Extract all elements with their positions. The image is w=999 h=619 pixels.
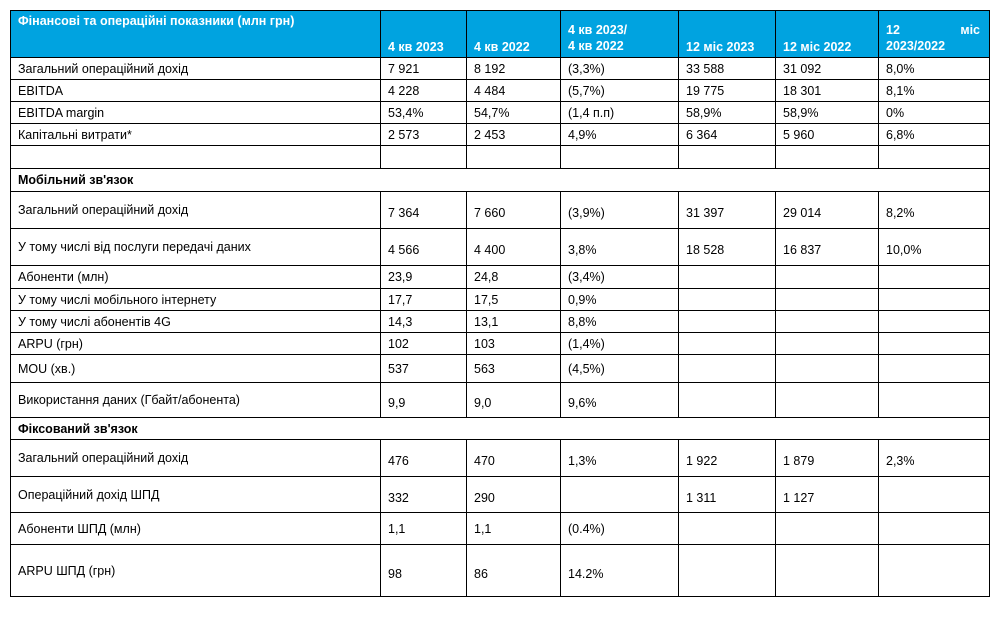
row-label: Загальний операційний дохід xyxy=(11,58,381,80)
cell-c4 xyxy=(679,383,776,418)
cell-c1: 537 xyxy=(381,355,467,383)
row-label: Загальний операційний дохід xyxy=(11,440,381,477)
cell-c2: 1,1 xyxy=(467,513,561,545)
section-row xyxy=(11,418,990,440)
cell-c4: 19 775 xyxy=(679,80,776,102)
cell-c4: 18 528 xyxy=(679,229,776,266)
header-quarter-change: 4 кв 2023/ 4 кв 2022 xyxy=(561,11,679,58)
cell-c4 xyxy=(679,545,776,597)
table-row xyxy=(11,477,990,513)
row-label: Абоненти (млн) xyxy=(11,266,381,289)
row-label: ARPU (грн) xyxy=(11,333,381,355)
financial-table xyxy=(10,10,990,597)
cell-c5: 29 014 xyxy=(776,192,879,229)
cell-c2: 9,0 xyxy=(467,383,561,418)
cell-c2: 103 xyxy=(467,333,561,355)
table-row xyxy=(11,333,990,355)
row-label: EBITDA margin xyxy=(11,102,381,124)
row-label: У тому числі абонентів 4G xyxy=(11,311,381,333)
cell-c4: 1 311 xyxy=(679,477,776,513)
cell-c3: (3,3%) xyxy=(561,58,679,80)
cell-c3: 4,9% xyxy=(561,124,679,146)
row-label: Операційний дохід ШПД xyxy=(11,477,381,513)
cell-c6: 0% xyxy=(879,102,990,124)
cell-c1: 102 xyxy=(381,333,467,355)
cell-c3: 0,9% xyxy=(561,289,679,311)
cell-c4: 31 397 xyxy=(679,192,776,229)
cell-c1: 4 228 xyxy=(381,80,467,102)
section-row xyxy=(11,169,990,192)
section-title: Мобільний зв'язок xyxy=(11,169,990,192)
cell-c2: 13,1 xyxy=(467,311,561,333)
cell-c3: 3,8% xyxy=(561,229,679,266)
table-row xyxy=(11,192,990,229)
cell-c1: 53,4% xyxy=(381,102,467,124)
cell-c5 xyxy=(776,333,879,355)
cell-c3: 1,3% xyxy=(561,440,679,477)
row-label: EBITDA xyxy=(11,80,381,102)
table-row xyxy=(11,102,990,124)
cell-c1: 476 xyxy=(381,440,467,477)
table-row xyxy=(11,124,990,146)
cell-c1: 1,1 xyxy=(381,513,467,545)
cell-c4 xyxy=(679,513,776,545)
cell-c4 xyxy=(679,333,776,355)
cell-c1: 4 566 xyxy=(381,229,467,266)
cell-c1: 14,3 xyxy=(381,311,467,333)
cell-c5 xyxy=(776,146,879,169)
cell-c2: 17,5 xyxy=(467,289,561,311)
table-row xyxy=(11,229,990,266)
table-row xyxy=(11,355,990,383)
cell-c3: (0.4%) xyxy=(561,513,679,545)
cell-c3: 9,6% xyxy=(561,383,679,418)
cell-c6: 10,0% xyxy=(879,229,990,266)
header-q4-2022: 4 кв 2022 xyxy=(467,11,561,58)
table-row xyxy=(11,440,990,477)
cell-c1: 98 xyxy=(381,545,467,597)
cell-c4: 58,9% xyxy=(679,102,776,124)
cell-c2 xyxy=(467,146,561,169)
row-label: Капітальні витрати* xyxy=(11,124,381,146)
cell-c3: (3,9%) xyxy=(561,192,679,229)
cell-c2: 470 xyxy=(467,440,561,477)
cell-c5: 1 879 xyxy=(776,440,879,477)
cell-c4 xyxy=(679,289,776,311)
cell-c6 xyxy=(879,355,990,383)
header-metric: Фінансові та операційні показники (млн грн) xyxy=(11,11,381,58)
cell-c3: (3,4%) xyxy=(561,266,679,289)
row-label: У тому числі мобільного інтернету xyxy=(11,289,381,311)
cell-c1: 7 921 xyxy=(381,58,467,80)
cell-c1: 17,7 xyxy=(381,289,467,311)
row-label: MOU (хв.) xyxy=(11,355,381,383)
cell-c6 xyxy=(879,266,990,289)
cell-c2: 4 484 xyxy=(467,80,561,102)
cell-c1: 332 xyxy=(381,477,467,513)
cell-c2: 4 400 xyxy=(467,229,561,266)
cell-c6 xyxy=(879,311,990,333)
table-row xyxy=(11,146,990,169)
cell-c6: 2,3% xyxy=(879,440,990,477)
table-row xyxy=(11,383,990,418)
cell-c6: 6,8% xyxy=(879,124,990,146)
cell-c3 xyxy=(561,477,679,513)
cell-c5: 18 301 xyxy=(776,80,879,102)
cell-c5 xyxy=(776,355,879,383)
cell-c2: 7 660 xyxy=(467,192,561,229)
row-label: Загальний операційний дохід xyxy=(11,192,381,229)
cell-c5 xyxy=(776,513,879,545)
cell-c4 xyxy=(679,266,776,289)
cell-c4: 1 922 xyxy=(679,440,776,477)
cell-c6 xyxy=(879,477,990,513)
cell-c5 xyxy=(776,383,879,418)
cell-c3: 8,8% xyxy=(561,311,679,333)
cell-c1: 23,9 xyxy=(381,266,467,289)
row-label: ARPU ШПД (грн) xyxy=(11,545,381,597)
header-fy-change: 12 міс 2023/2022 xyxy=(879,11,990,58)
cell-c5 xyxy=(776,289,879,311)
section-title: Фіксований зв'язок xyxy=(11,418,990,440)
cell-c6: 8,0% xyxy=(879,58,990,80)
table-row xyxy=(11,545,990,597)
cell-c3: (5,7%) xyxy=(561,80,679,102)
cell-c4 xyxy=(679,146,776,169)
cell-c5: 16 837 xyxy=(776,229,879,266)
cell-c5: 5 960 xyxy=(776,124,879,146)
header-q4-2023: 4 кв 2023 xyxy=(381,11,467,58)
cell-c2: 290 xyxy=(467,477,561,513)
cell-c3: (1,4 п.п) xyxy=(561,102,679,124)
row-label: Використання даних (Гбайт/абонента) xyxy=(11,383,381,418)
cell-c4: 6 364 xyxy=(679,124,776,146)
table-header-row xyxy=(11,11,990,58)
cell-c3 xyxy=(561,146,679,169)
cell-c3: (4,5%) xyxy=(561,355,679,383)
cell-c6 xyxy=(879,289,990,311)
header-fy-2023: 12 міс 2023 xyxy=(679,11,776,58)
cell-c1: 9,9 xyxy=(381,383,467,418)
cell-c4 xyxy=(679,311,776,333)
cell-c2: 563 xyxy=(467,355,561,383)
cell-c3: (1,4%) xyxy=(561,333,679,355)
cell-c5 xyxy=(776,266,879,289)
cell-c6: 8,1% xyxy=(879,80,990,102)
cell-c2: 24,8 xyxy=(467,266,561,289)
cell-c3: 14.2% xyxy=(561,545,679,597)
cell-c2: 2 453 xyxy=(467,124,561,146)
row-label: Абоненти ШПД (млн) xyxy=(11,513,381,545)
cell-c5: 31 092 xyxy=(776,58,879,80)
cell-c6: 8,2% xyxy=(879,192,990,229)
cell-c1 xyxy=(381,146,467,169)
table-row xyxy=(11,311,990,333)
table-row xyxy=(11,513,990,545)
header-fy-2022: 12 міс 2022 xyxy=(776,11,879,58)
cell-c1: 2 573 xyxy=(381,124,467,146)
table-row xyxy=(11,289,990,311)
table-row xyxy=(11,266,990,289)
row-label xyxy=(11,146,381,169)
cell-c6 xyxy=(879,513,990,545)
cell-c5: 1 127 xyxy=(776,477,879,513)
cell-c2: 86 xyxy=(467,545,561,597)
cell-c5 xyxy=(776,311,879,333)
cell-c2: 8 192 xyxy=(467,58,561,80)
cell-c6 xyxy=(879,146,990,169)
cell-c4 xyxy=(679,355,776,383)
cell-c2: 54,7% xyxy=(467,102,561,124)
cell-c4: 33 588 xyxy=(679,58,776,80)
table-row xyxy=(11,80,990,102)
cell-c6 xyxy=(879,333,990,355)
cell-c6 xyxy=(879,383,990,418)
cell-c5: 58,9% xyxy=(776,102,879,124)
cell-c6 xyxy=(879,545,990,597)
table-row xyxy=(11,58,990,80)
cell-c1: 7 364 xyxy=(381,192,467,229)
cell-c5 xyxy=(776,545,879,597)
row-label: У тому числі від послуги передачі даних xyxy=(11,229,381,266)
